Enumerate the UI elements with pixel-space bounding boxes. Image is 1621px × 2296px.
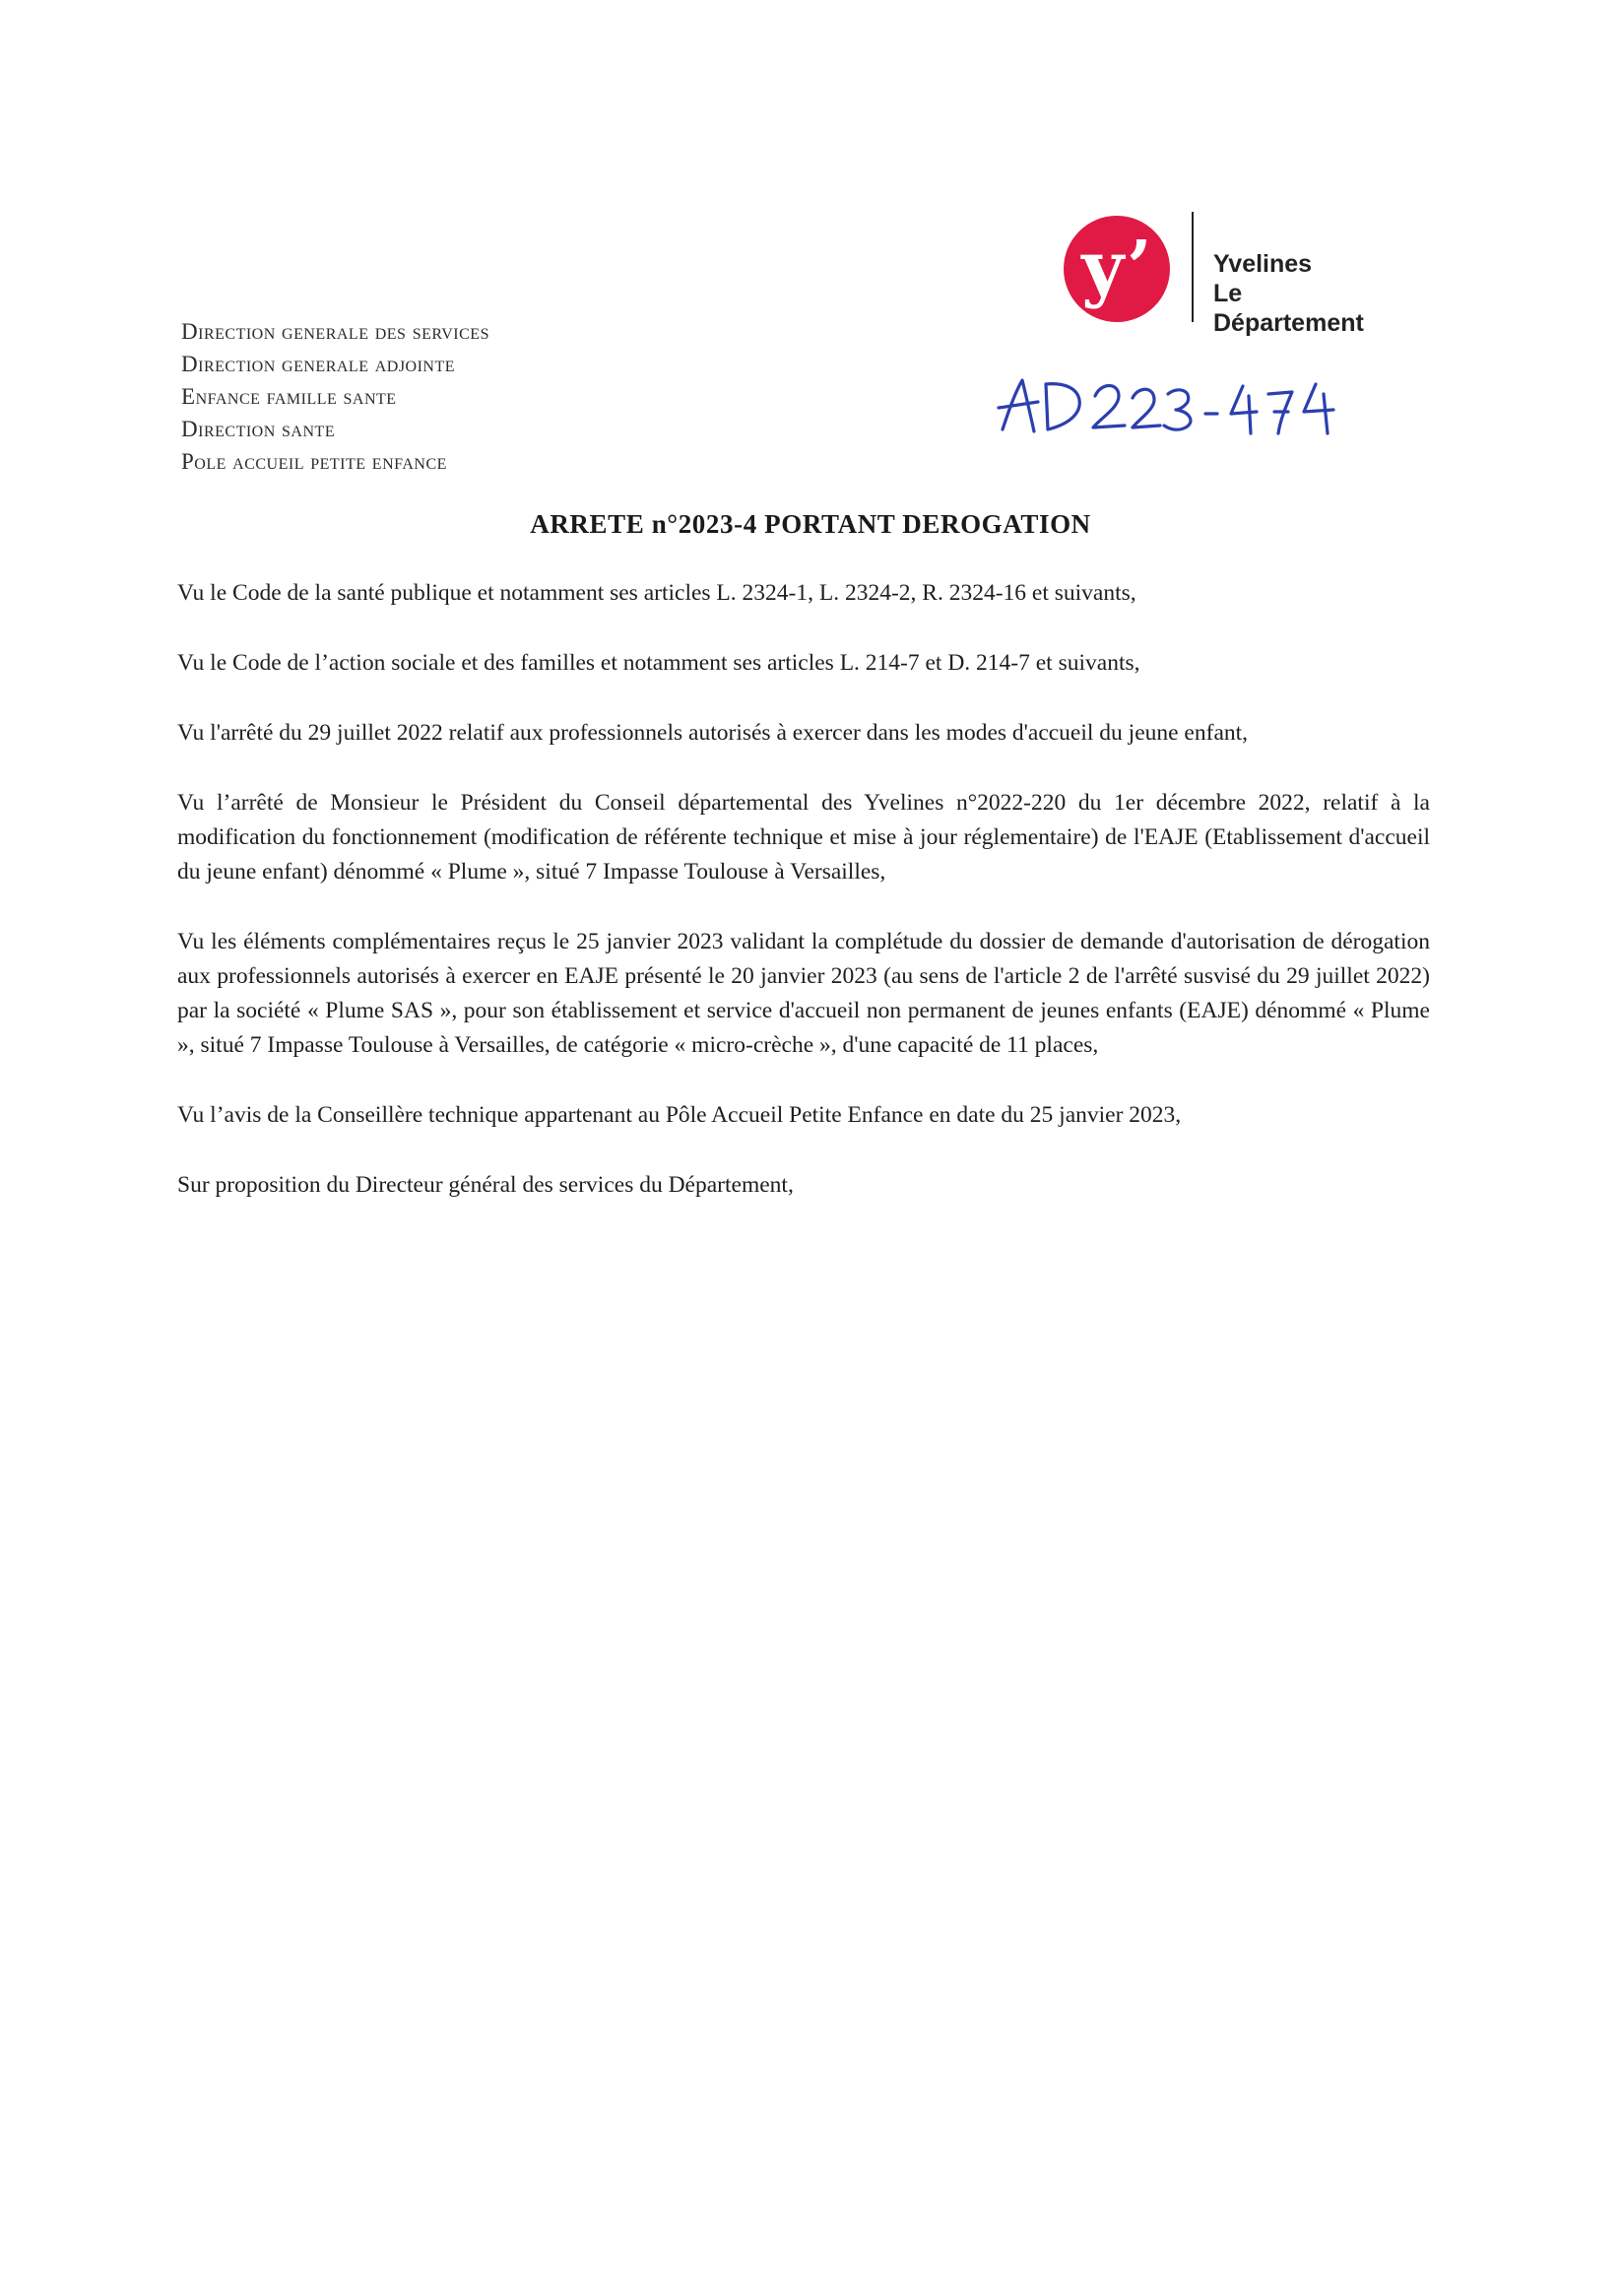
yvelines-logo bbox=[1064, 212, 1398, 337]
header-line: Direction generale adjointe bbox=[181, 352, 456, 376]
document-title: ARRETE n°2023-4 PORTANT DEROGATION bbox=[530, 509, 1091, 539]
header-line: Direction generale des services bbox=[181, 319, 489, 344]
paragraph-proposition: Sur proposition du Directeur général des services du Département, bbox=[177, 1172, 794, 1198]
document-body bbox=[177, 576, 1430, 1238]
logo-mark: y’ bbox=[1081, 226, 1152, 310]
paragraph-arrete-juillet: Vu l'arrêté du 29 juillet 2022 relatif aux professionnels autorisés à exercer dans les modes d'accueil du jeune enfant, bbox=[177, 720, 1249, 746]
logo-subtitle: Le Département bbox=[1213, 280, 1364, 337]
header-line: Pole accueil petite enfance bbox=[181, 449, 447, 474]
logo-circle bbox=[1064, 216, 1170, 322]
paragraph-code-sante: Vu le Code de la santé publique et notamment ses articles L. 2324-1, L. 2324-2, R. 2324-16 et suivants, bbox=[177, 580, 1136, 606]
header-line: Direction sante bbox=[181, 417, 336, 441]
logo-divider bbox=[1192, 212, 1194, 322]
paragraph-code-action-sociale: Vu le Code de l’action sociale et des familles et notamment ses articles L. 214-7 et D. 214-7 et suivants, bbox=[177, 650, 1140, 676]
handwritten-reference bbox=[995, 372, 1408, 441]
paragraph-elements-complementaires: Vu les éléments complémentaires reçus le 25 janvier 2023 validant la complétude du dossier de demande d'autorisation de dérogation aux professionnels autorisés à exercer en EAJE présenté le 20 janvier 2023 (au sens de l'article 2 de l'arrêté susvisé du 29 juillet 2022) par la société « Plume SAS », pour son établissement et service d'accueil non permanent de jeunes enfants (EAJE) dénommé « Plume », situé 7 Impasse Toulouse à Versailles, de catégorie « micro-crèche », d'une capacité de 11 places, bbox=[177, 929, 1430, 1058]
header-line: Enfance famille sante bbox=[181, 384, 397, 409]
logo-name: Yvelines bbox=[1213, 250, 1313, 278]
paragraph-avis-conseillere: Vu l’avis de la Conseillère technique appartenant au Pôle Accueil Petite Enfance en date du 25 janvier 2023, bbox=[177, 1102, 1182, 1128]
handwritten-reference-drawing bbox=[995, 372, 1408, 441]
paragraph-arrete-president: Vu l’arrêté de Monsieur le Président du Conseil départemental des Yvelines n°2022-220 du 1er décembre 2022, relatif à la modification du fonctionnement (modification de référente technique et mise à jour réglementaire) de l'EAJE (Etablissement d'accueil du jeune enfant) dénommé « Plume », situé 7 Impasse Toulouse à Versailles, bbox=[177, 790, 1430, 885]
department-header bbox=[181, 315, 489, 478]
